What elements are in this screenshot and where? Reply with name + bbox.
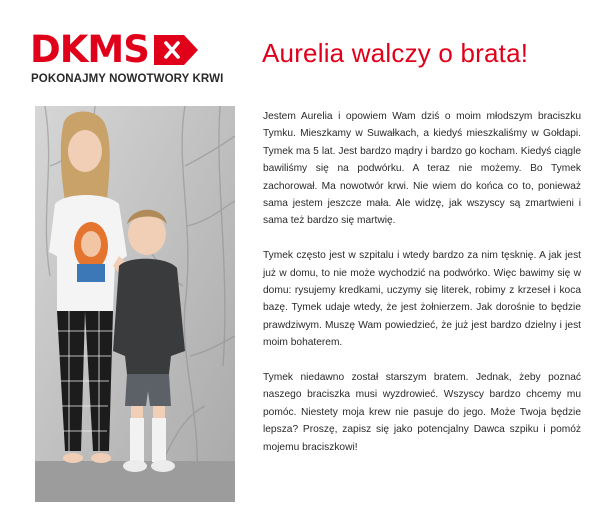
dkms-logo <box>30 28 224 92</box>
logo-tagline: POKONAJMY NOWOTWORY KRWI <box>31 73 224 85</box>
children-photo <box>35 106 235 502</box>
x-mark-icon <box>154 35 198 65</box>
story-text <box>263 108 581 473</box>
paragraph-3: Tymek niedawno został starszym bratem. Jednak, żeby poznać naszego braciszka musi wyzdrowieć. Wszyscy bardzo chcemy mu pomóc. Niestety moja krew nie pasuje do jego. Może Twoja będzie lepsza? Proszę, zapisz się jako potencjalny Dawca szpiku i pomóż mojemu braciszkowi! <box>263 372 581 453</box>
logo-wordmark: DKMS <box>30 28 149 71</box>
paragraph-1: Jestem Aurelia i opowiem Wam dziś o moim młodszym braciszku Tymku. Mieszkamy w Suwałkach, a kiedyś mieszkaliśmy w Gołdapi. Tymek ma 5 lat. Jest bardzo mądry i bardzo go kocham. Kiedyś ciągle bawiliśmy się na podwórku. A teraz nie możemy. Bo Tymek zachorował. Ma nowotwór krwi. Nie wiem do końca co to, ponieważ sama jestem jeszcze mała. Ale widzę, jak wszyscy są zmartwieni i sama też bardzo się martwię. <box>263 111 581 227</box>
paragraph-2: Tymek często jest w szpitalu i wtedy bardzo za nim tęsknię. A jak jest już w domu, to nie może wychodzić na podwórko. Więc bawimy się w domu: rysujemy kredkami, uczymy się literek, robimy z krzeseł i koca bazę. Tymek udaje wtedy, że jest żołnierzem. Jak dorośnie to będzie prawdziwym. Muszę Wam powiedzieć, że już jest bardzo dzielny i jest moim bohaterem. <box>263 250 581 349</box>
headline: Aurelia walczy o brata! <box>262 38 529 68</box>
